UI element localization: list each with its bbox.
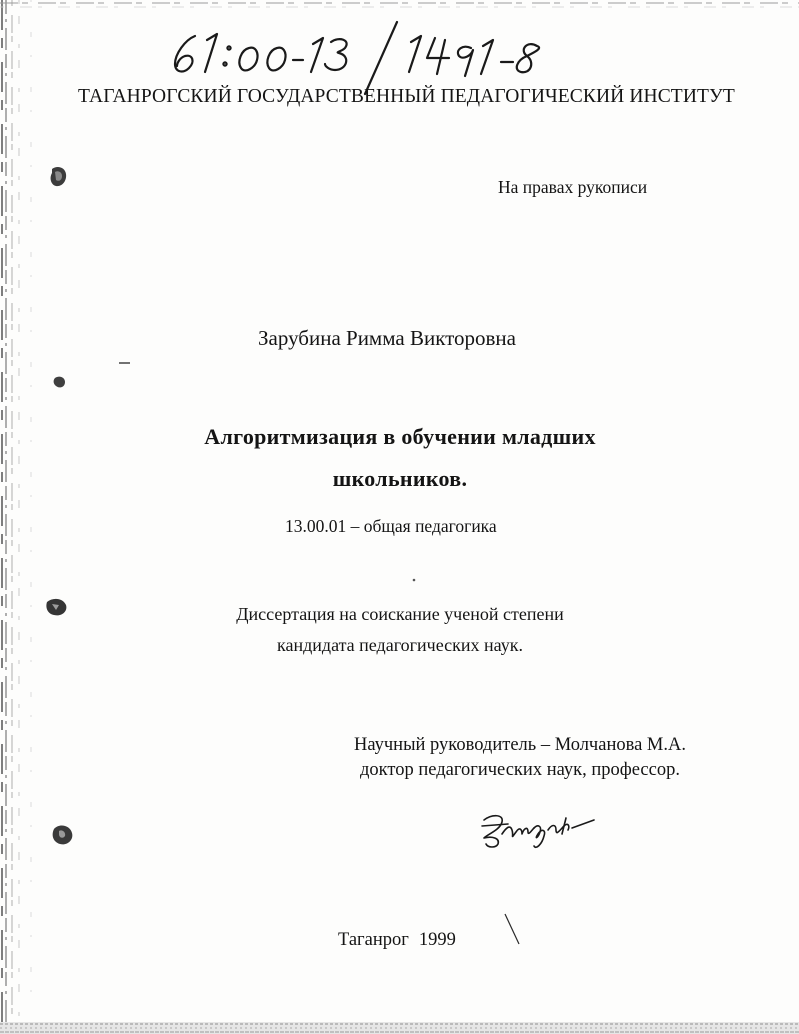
scan-bottom-edge [0, 1020, 799, 1034]
supervisor-line-1: Научный руководитель – Молчанова М.А. [354, 735, 686, 755]
specialty-code: 13.00.01 – общая педагогика [285, 516, 497, 536]
signature [478, 800, 598, 860]
pencil-stroke-mark [503, 912, 523, 948]
punch-hole-mark [50, 822, 76, 848]
punch-hole-mark [52, 374, 68, 390]
city: Таганрог [338, 930, 409, 950]
scan-top-edge [0, 0, 799, 12]
year: 1999 [418, 930, 456, 950]
institute-name: ТАГАНРОГСКИЙ ГОСУДАРСТВЕННЫЙ ПЕДАГОГИЧЕСКИЙ ИНСТИТУТ [78, 86, 735, 107]
stray-mark [412, 578, 416, 582]
author-name: Зарубина Римма Викторовна [258, 326, 516, 350]
city-and-year [338, 930, 456, 951]
punch-hole-mark [48, 164, 70, 190]
supervisor-line-2: доктор педагогических наук, профессор. [360, 760, 680, 780]
degree-statement-line-2: кандидата педагогических наук. [277, 635, 523, 655]
stray-mark [118, 360, 132, 366]
punch-hole-mark [44, 596, 70, 620]
dissertation-title-line-2: школьников. [332, 466, 468, 491]
degree-statement-line-1: Диссертация на соискание ученой степени [236, 604, 564, 624]
scan-left-edge [0, 0, 46, 1034]
manuscript-note: На правах рукописи [498, 177, 648, 197]
dissertation-title-line-1: Алгоритмизация в обучении младших [204, 424, 596, 449]
